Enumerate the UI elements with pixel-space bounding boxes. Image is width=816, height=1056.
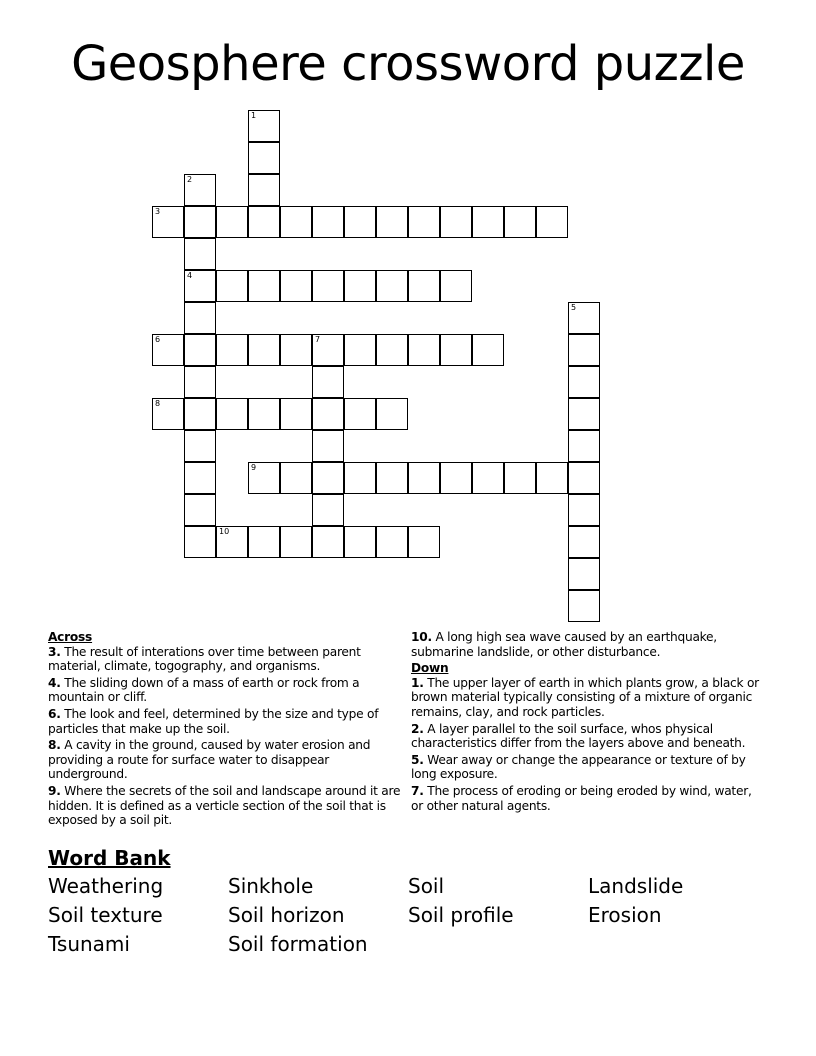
grid-number: 5: [571, 303, 577, 312]
grid-cell[interactable]: [152, 398, 184, 430]
word-bank-item: Landslide: [588, 874, 684, 898]
grid-cell[interactable]: [568, 302, 600, 334]
across-heading: Across: [48, 630, 93, 644]
grid-cell[interactable]: [184, 366, 216, 398]
grid-cell[interactable]: [568, 366, 600, 398]
grid-cell[interactable]: [184, 238, 216, 270]
clue-text: The sliding down of a mass of earth or rock from a mountain or cliff.: [48, 675, 360, 705]
grid-cell[interactable]: [376, 462, 408, 494]
grid-cell[interactable]: [408, 334, 440, 366]
grid-cell[interactable]: [216, 334, 248, 366]
grid-cell[interactable]: [568, 590, 600, 622]
grid-cell[interactable]: [440, 270, 472, 302]
grid-cell[interactable]: [280, 526, 312, 558]
grid-cell[interactable]: [376, 398, 408, 430]
grid-cell[interactable]: [248, 270, 280, 302]
grid-cell[interactable]: [408, 462, 440, 494]
grid-cell[interactable]: [184, 526, 216, 558]
clues-column-right: [411, 630, 767, 815]
grid-cell[interactable]: [248, 206, 280, 238]
grid-cell[interactable]: [344, 270, 376, 302]
grid-cell[interactable]: [312, 270, 344, 302]
down-clue-2: [411, 722, 767, 751]
grid-cell[interactable]: [344, 334, 376, 366]
grid-cell[interactable]: [184, 494, 216, 526]
grid-cell[interactable]: [216, 270, 248, 302]
grid-cell[interactable]: [344, 526, 376, 558]
word-bank-item: Weathering: [48, 874, 164, 898]
grid-cell[interactable]: [440, 334, 472, 366]
grid-cell[interactable]: [248, 110, 280, 142]
page-title: Geosphere crossword puzzle: [71, 36, 745, 92]
grid-cell[interactable]: [248, 142, 280, 174]
word-bank-item: Soil texture: [48, 903, 163, 927]
word-bank-list: [48, 873, 768, 958]
word-bank: [48, 845, 768, 958]
grid-cell[interactable]: [280, 398, 312, 430]
grid-number: 1: [251, 111, 257, 120]
clue-text: A long high sea wave caused by an earthquake, submarine landslide, or other disturbance.: [411, 630, 717, 659]
down-clue-1: [411, 676, 767, 720]
grid-cell[interactable]: [184, 302, 216, 334]
grid-cell[interactable]: [568, 462, 600, 494]
grid-cell[interactable]: [184, 430, 216, 462]
word-bank-item: Tsunami: [48, 932, 130, 956]
grid-cell[interactable]: [408, 206, 440, 238]
clue-number: 9.: [48, 783, 61, 798]
grid-cell[interactable]: [344, 462, 376, 494]
grid-number: 3: [155, 207, 161, 216]
clue-text: The look and feel, determined by the size and type of particles that make up the soil.: [48, 706, 379, 736]
word-bank-item: Soil horizon: [228, 903, 345, 927]
clue-number: 3.: [48, 644, 61, 659]
grid-cell[interactable]: [248, 526, 280, 558]
grid-cell[interactable]: [280, 334, 312, 366]
grid-cell[interactable]: [504, 462, 536, 494]
down-clue-5: [411, 753, 767, 782]
grid-number: 7: [315, 335, 321, 344]
grid-cell[interactable]: [280, 206, 312, 238]
clue-text: A layer parallel to the soil surface, whos physical characteristics differ from the layers above and beneath.: [411, 721, 746, 751]
clue-number: 4.: [48, 675, 61, 690]
grid-cell[interactable]: [440, 206, 472, 238]
clue-text: The upper layer of earth in which plants grow, a black or brown material typically consisting of a mixture of organic remains, clay, and rock particles.: [411, 675, 759, 719]
grid-cell[interactable]: [184, 334, 216, 366]
grid-cell[interactable]: [440, 462, 472, 494]
grid-cell[interactable]: [184, 270, 216, 302]
grid-cell[interactable]: [216, 398, 248, 430]
grid-cell[interactable]: [184, 206, 216, 238]
grid-cell[interactable]: [376, 334, 408, 366]
grid-cell[interactable]: [472, 462, 504, 494]
word-bank-item: Soil profile: [408, 903, 514, 927]
across-clue-3: [48, 645, 404, 674]
clue-number: 5.: [411, 752, 424, 767]
grid-cell[interactable]: [184, 174, 216, 206]
grid-cell[interactable]: [568, 398, 600, 430]
clue-text: The process of eroding or being eroded by wind, water, or other natural agents.: [411, 783, 752, 813]
grid-number: 6: [155, 335, 161, 344]
clues-column-left: [48, 630, 404, 830]
word-bank-title: Word Bank: [48, 846, 171, 870]
grid-cell[interactable]: [312, 398, 344, 430]
down-clue-7: [411, 784, 767, 813]
word-bank-item: Sinkhole: [228, 874, 314, 898]
grid-cell[interactable]: [184, 462, 216, 494]
grid-cell[interactable]: [312, 462, 344, 494]
clue-number: 8.: [48, 738, 61, 753]
grid-cell[interactable]: [312, 334, 344, 366]
word-bank-item: Erosion: [588, 903, 662, 927]
grid-number: 2: [187, 175, 193, 184]
grid-cell[interactable]: [152, 334, 184, 366]
clue-text: Where the secrets of the soil and landscape around it are hidden. It is defined as a verticle section of the soil that is exposed by a soil pit.: [48, 783, 401, 828]
grid-cell[interactable]: [312, 366, 344, 398]
grid-cell[interactable]: [472, 206, 504, 238]
grid-number: 4: [187, 271, 193, 280]
grid-cell[interactable]: [568, 334, 600, 366]
grid-cell[interactable]: [344, 398, 376, 430]
across-clue-8: [48, 738, 404, 782]
grid-cell[interactable]: [504, 206, 536, 238]
clue-number: 6.: [48, 706, 61, 721]
clue-text: Wear away or change the appearance or texture of by long exposure.: [411, 752, 746, 782]
grid-cell[interactable]: [248, 334, 280, 366]
grid-cell[interactable]: [312, 494, 344, 526]
grid-cell[interactable]: [376, 526, 408, 558]
down-heading: Down: [411, 661, 449, 676]
clue-number: 7.: [411, 783, 424, 798]
across-clue-9: [48, 784, 404, 828]
grid-cell[interactable]: [312, 526, 344, 558]
grid-cell[interactable]: [248, 398, 280, 430]
across-clue-6: [48, 707, 404, 736]
grid-cell[interactable]: [568, 494, 600, 526]
grid-cell[interactable]: [568, 558, 600, 590]
grid-cell[interactable]: [152, 206, 184, 238]
grid-cell[interactable]: [376, 206, 408, 238]
clue-text: The result of interations over time between parent material, climate, togography, and organisms.: [48, 644, 361, 674]
grid-cell[interactable]: [376, 270, 408, 302]
word-bank-item: Soil: [408, 874, 445, 898]
grid-cell[interactable]: [248, 462, 280, 494]
grid-cell[interactable]: [472, 334, 504, 366]
grid-cell[interactable]: [568, 430, 600, 462]
grid-cell[interactable]: [536, 462, 568, 494]
clue-text: A cavity in the ground, caused by water erosion and providing a route for surface water to disappear underground.: [48, 738, 371, 782]
grid-cell[interactable]: [216, 206, 248, 238]
across-clue-4: [48, 676, 404, 705]
grid-cell[interactable]: [280, 270, 312, 302]
grid-cell[interactable]: [216, 526, 248, 558]
grid-cell[interactable]: [408, 270, 440, 302]
grid-number: 8: [155, 399, 161, 408]
clue-number: 2.: [411, 721, 424, 736]
clue-number: 10.: [411, 630, 432, 644]
grid-cell[interactable]: [184, 398, 216, 430]
grid-number: 10: [219, 527, 230, 536]
grid-cell[interactable]: [312, 430, 344, 462]
grid-cell[interactable]: [312, 206, 344, 238]
word-bank-item: Soil formation: [228, 932, 368, 956]
grid-cell[interactable]: [248, 174, 280, 206]
grid-cell[interactable]: [536, 206, 568, 238]
grid-cell[interactable]: [568, 526, 600, 558]
clue-number: 1.: [411, 675, 424, 690]
grid-cell[interactable]: [344, 206, 376, 238]
grid-number: 9: [251, 463, 257, 472]
across-clue-10: [411, 630, 767, 659]
grid-cell[interactable]: [280, 462, 312, 494]
grid-cell[interactable]: [408, 526, 440, 558]
